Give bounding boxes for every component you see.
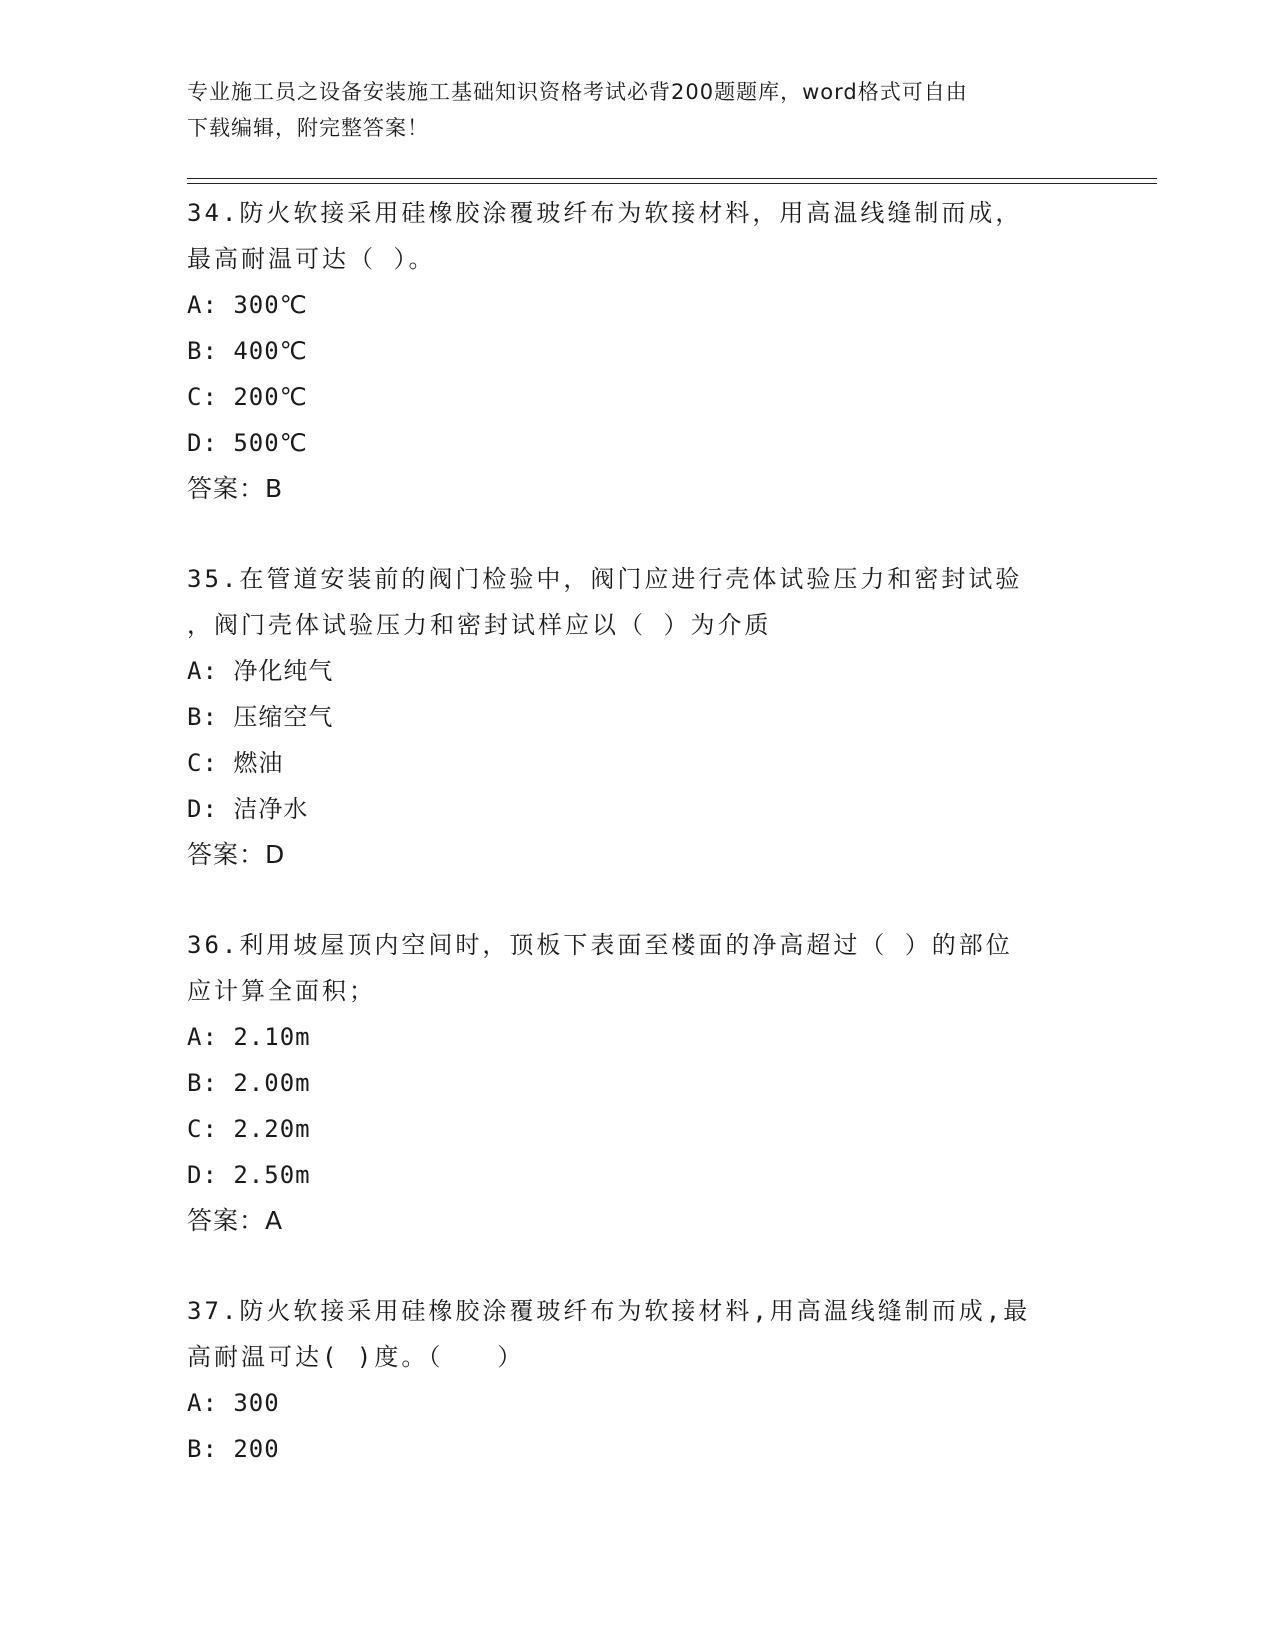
question-stem-line: 34.防火软接采用硅橡胶涂覆玻纤布为软接材料，用高温线缝制而成，	[187, 199, 1023, 227]
document-page	[187, 0, 1157, 1650]
answer: 答案：A	[187, 1206, 284, 1235]
header-line-2: 下载编辑，附完整答案！	[187, 116, 429, 140]
header-line-1: 专业施工员之设备安装施工基础知识资格考试必背200题题库，word格式可自由	[187, 80, 968, 104]
option-d: D: 洁净水	[187, 795, 309, 823]
question-list	[187, 190, 1067, 1516]
document-header	[187, 74, 1067, 146]
question-stem-line: 应计算全面积；	[187, 977, 376, 1005]
option-a: A: 净化纯气	[187, 657, 334, 685]
question-34	[187, 190, 1067, 512]
option-a: A: 300℃	[187, 291, 308, 319]
question-stem-line: 37.防火软接采用硅橡胶涂覆玻纤布为软接材料,用高温线缝制而成,最	[187, 1297, 1031, 1325]
question-stem-line: 最高耐温可达（ ）。	[187, 245, 436, 273]
question-37	[187, 1288, 1067, 1472]
header-divider-bottom	[187, 183, 1157, 184]
question-stem-line: 35.在管道安装前的阀门检验中，阀门应进行壳体试验压力和密封试验	[187, 565, 1023, 593]
header-divider-top	[187, 178, 1157, 179]
option-a: A: 300	[187, 1389, 280, 1417]
question-36	[187, 922, 1067, 1244]
option-a: A: 2.10m	[187, 1023, 311, 1051]
answer: 答案：D	[187, 840, 286, 869]
option-c: C: 2.20m	[187, 1115, 311, 1143]
question-stem-line: ，阀门壳体试验压力和密封试样应以（ ）为介质	[187, 611, 772, 639]
option-b: B: 200	[187, 1435, 280, 1463]
option-d: D: 2.50m	[187, 1161, 311, 1189]
question-35	[187, 556, 1067, 878]
option-b: B: 压缩空气	[187, 703, 334, 731]
option-d: D: 500℃	[187, 429, 308, 457]
question-stem-line: 36.利用坡屋顶内空间时，顶板下表面至楼面的净高超过（ ）的部位	[187, 931, 1013, 959]
option-c: C: 200℃	[187, 383, 308, 411]
option-b: B: 2.00m	[187, 1069, 311, 1097]
option-b: B: 400℃	[187, 337, 308, 365]
option-c: C: 燃油	[187, 749, 284, 777]
question-stem-line: 高耐温可达( )度。（ ）	[187, 1343, 525, 1371]
answer: 答案：B	[187, 474, 284, 503]
